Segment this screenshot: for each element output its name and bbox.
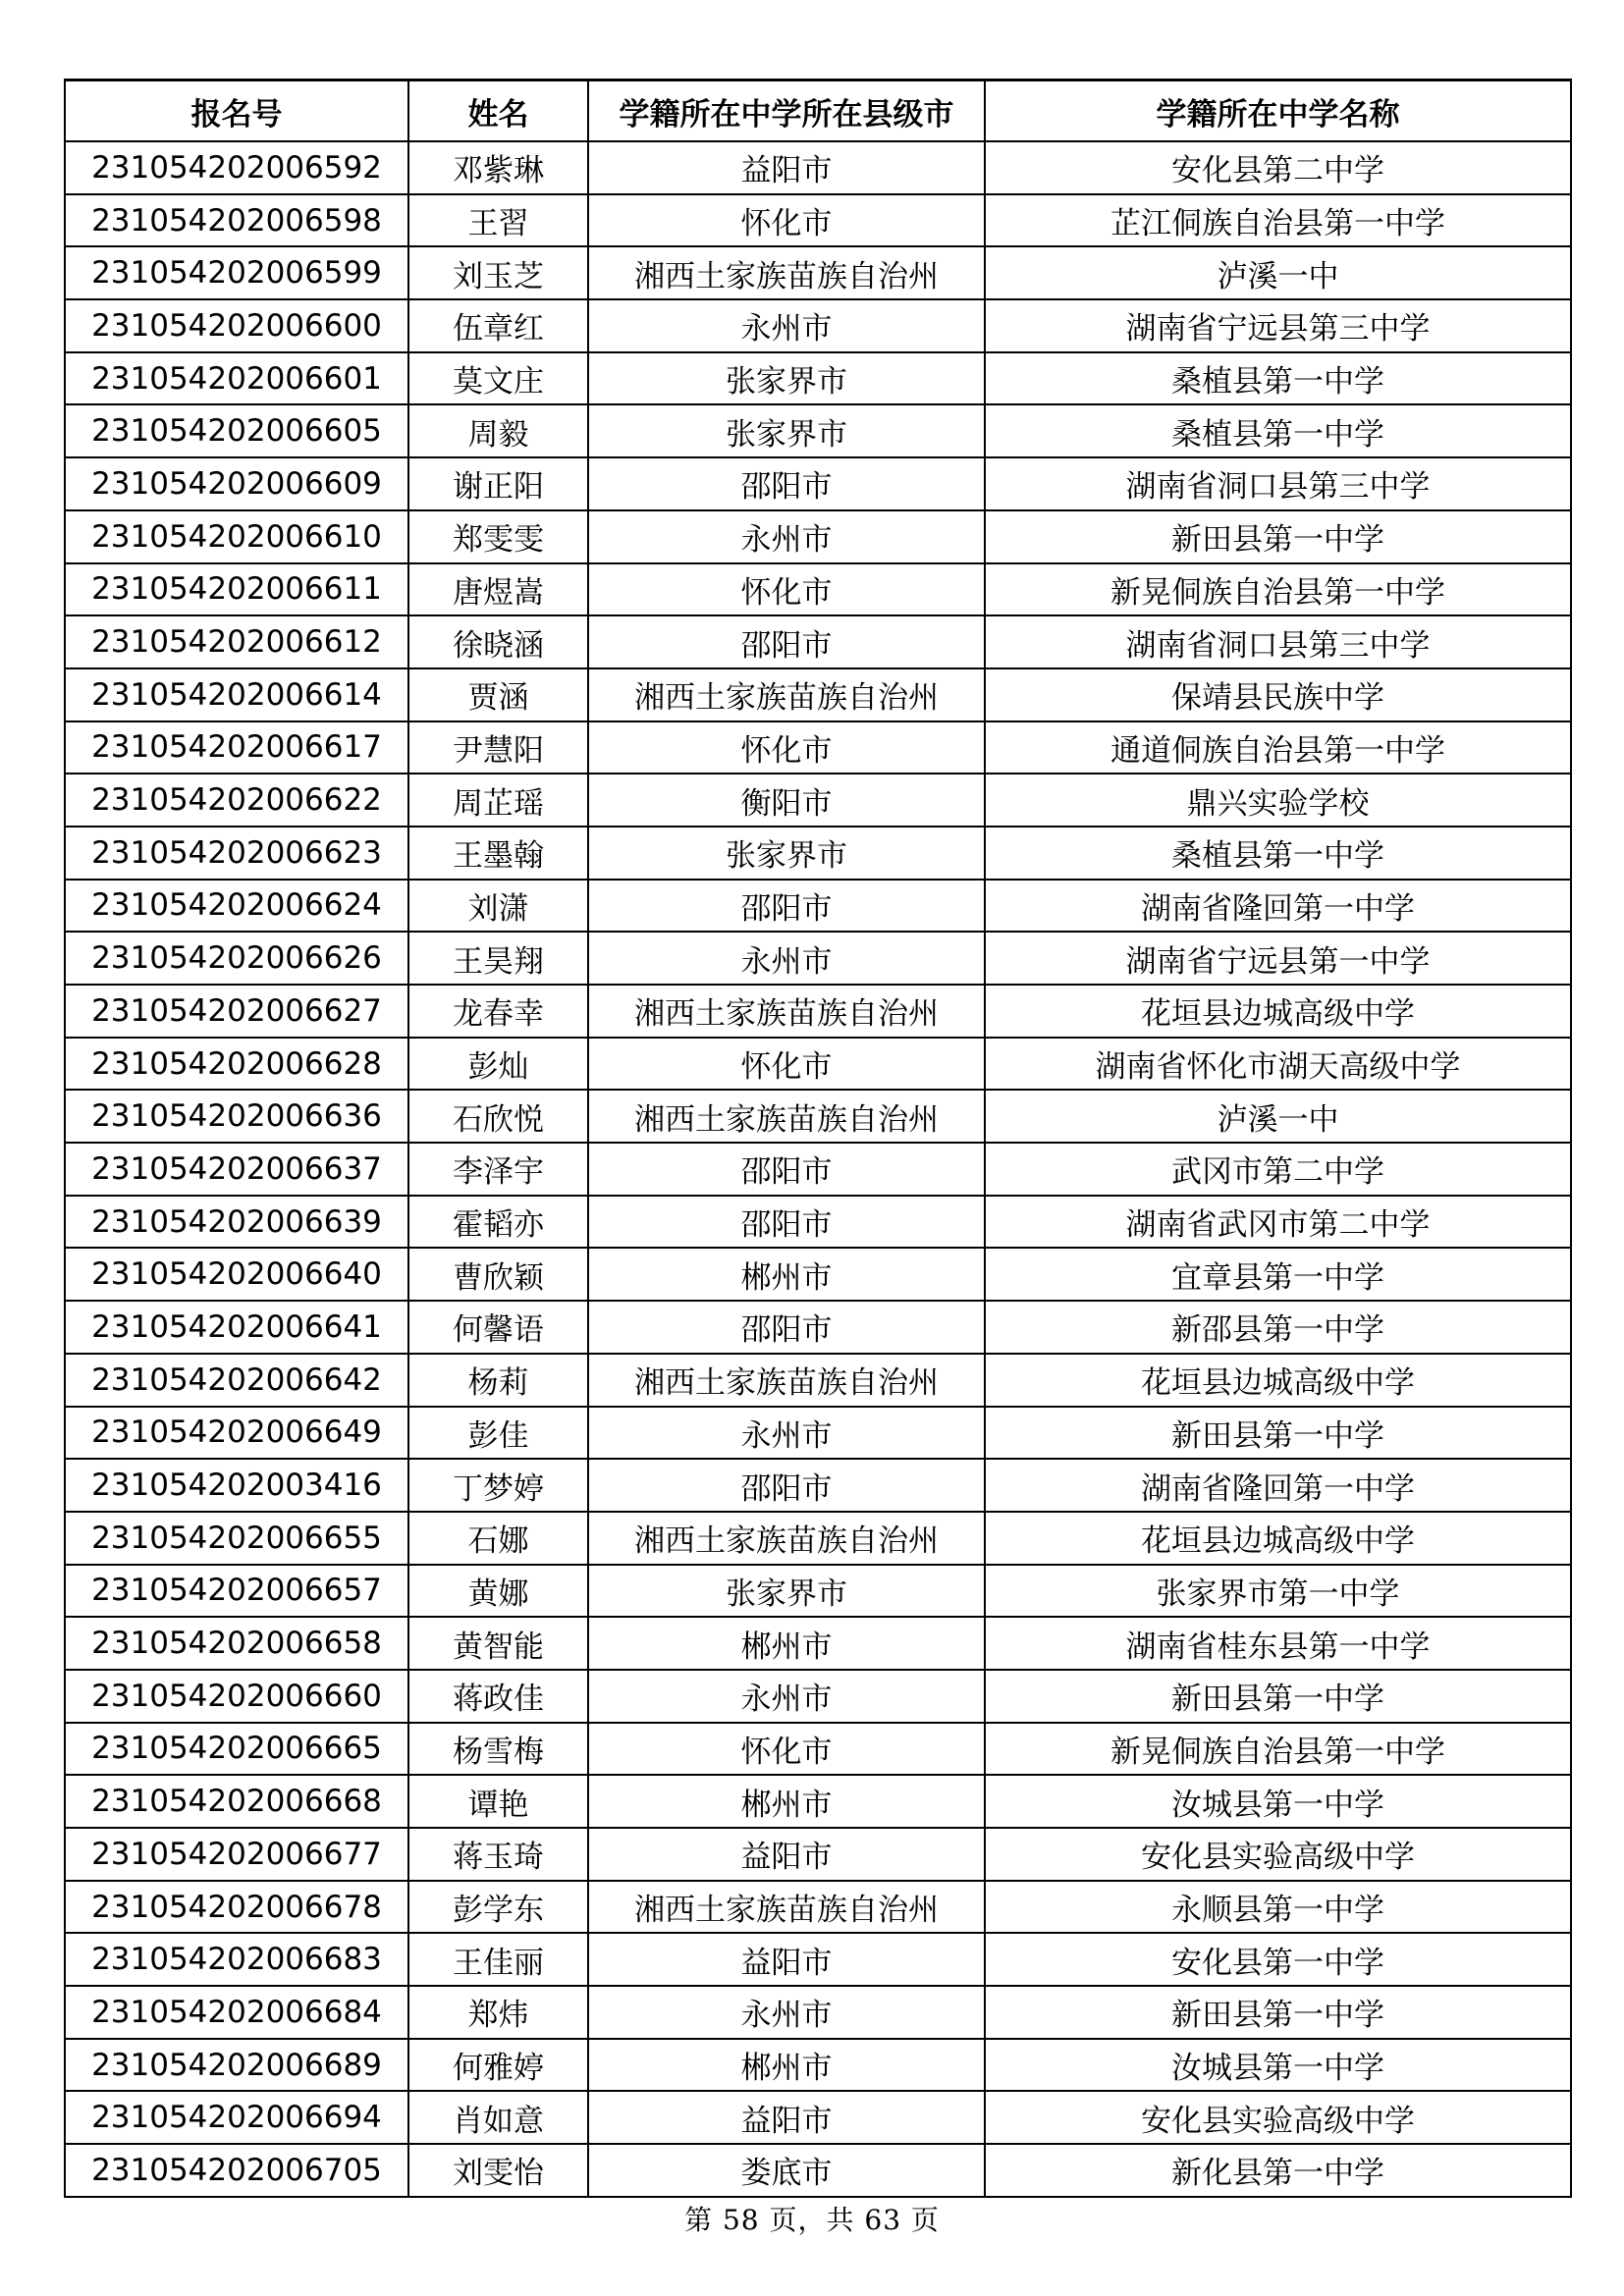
cell-registration-number: 231054202006614	[65, 668, 408, 721]
cell-registration-number: 231054202006617	[65, 721, 408, 774]
table-row	[65, 985, 1571, 1038]
table-row	[65, 1933, 1571, 1986]
cell-school-name: 泸溪一中	[985, 246, 1571, 299]
table-row	[65, 457, 1571, 510]
cell-registration-number: 231054202006649	[65, 1407, 408, 1460]
cell-name: 石欣悦	[408, 1090, 588, 1143]
table-row	[65, 1828, 1571, 1881]
cell-name: 谭艳	[408, 1775, 588, 1828]
table-row	[65, 2039, 1571, 2092]
cell-school-name: 桑植县第一中学	[985, 352, 1571, 405]
cell-registration-number: 231054202006640	[65, 1248, 408, 1301]
cell-school-name: 湖南省武冈市第二中学	[985, 1196, 1571, 1249]
cell-school-name: 新化县第一中学	[985, 2144, 1571, 2197]
cell-school-name: 湖南省宁远县第三中学	[985, 299, 1571, 352]
cell-school-name: 宜章县第一中学	[985, 1248, 1571, 1301]
table-row	[65, 721, 1571, 774]
cell-name: 周芷瑶	[408, 774, 588, 827]
cell-name: 郑炜	[408, 1986, 588, 2039]
cell-registration-number: 231054202006694	[65, 2091, 408, 2144]
cell-county-city: 怀化市	[588, 1038, 985, 1091]
cell-registration-number: 231054202006600	[65, 299, 408, 352]
cell-registration-number: 231054202006637	[65, 1143, 408, 1196]
cell-county-city: 湘西土家族苗族自治州	[588, 1881, 985, 1934]
cell-school-name: 安化县实验高级中学	[985, 1828, 1571, 1881]
cell-school-name: 花垣县边城高级中学	[985, 1354, 1571, 1407]
cell-registration-number: 231054202006655	[65, 1512, 408, 1565]
cell-name: 丁梦婷	[408, 1459, 588, 1512]
cell-county-city: 张家界市	[588, 352, 985, 405]
table-row	[65, 510, 1571, 563]
cell-name: 彭佳	[408, 1407, 588, 1460]
cell-school-name: 湖南省怀化市湖天高级中学	[985, 1038, 1571, 1091]
header-county-city: 学籍所在中学所在县级市	[588, 80, 985, 142]
table-row	[65, 141, 1571, 194]
cell-registration-number: 231054202006641	[65, 1301, 408, 1354]
cell-county-city: 益阳市	[588, 1933, 985, 1986]
cell-school-name: 新田县第一中学	[985, 510, 1571, 563]
cell-registration-number: 231054202006689	[65, 2039, 408, 2092]
cell-county-city: 益阳市	[588, 1828, 985, 1881]
cell-county-city: 邵阳市	[588, 457, 985, 510]
cell-name: 何雅婷	[408, 2039, 588, 2092]
cell-name: 霍韬亦	[408, 1196, 588, 1249]
cell-registration-number: 231054202006627	[65, 985, 408, 1038]
cell-county-city: 湘西土家族苗族自治州	[588, 1354, 985, 1407]
cell-registration-number: 231054202003416	[65, 1459, 408, 1512]
cell-school-name: 花垣县边城高级中学	[985, 1512, 1571, 1565]
header-school-name: 学籍所在中学名称	[985, 80, 1571, 142]
cell-school-name: 花垣县边城高级中学	[985, 985, 1571, 1038]
cell-county-city: 永州市	[588, 1670, 985, 1723]
cell-county-city: 怀化市	[588, 563, 985, 616]
cell-county-city: 永州市	[588, 1407, 985, 1460]
table-row	[65, 1723, 1571, 1776]
cell-county-city: 怀化市	[588, 1723, 985, 1776]
cell-school-name: 新邵县第一中学	[985, 1301, 1571, 1354]
table-row	[65, 1459, 1571, 1512]
cell-name: 邓紫琳	[408, 141, 588, 194]
header-name: 姓名	[408, 80, 588, 142]
table-row	[65, 1354, 1571, 1407]
table-row	[65, 1565, 1571, 1618]
table-row	[65, 615, 1571, 668]
cell-county-city: 邵阳市	[588, 1301, 985, 1354]
table-row	[65, 1512, 1571, 1565]
cell-county-city: 邵阳市	[588, 1459, 985, 1512]
cell-school-name: 湖南省桂东县第一中学	[985, 1617, 1571, 1670]
table-row	[65, 668, 1571, 721]
cell-county-city: 湘西土家族苗族自治州	[588, 668, 985, 721]
table-row	[65, 1617, 1571, 1670]
cell-county-city: 湘西土家族苗族自治州	[588, 1512, 985, 1565]
table-row	[65, 1986, 1571, 2039]
cell-name: 龙春幸	[408, 985, 588, 1038]
table-row	[65, 1775, 1571, 1828]
cell-name: 唐煜嵩	[408, 563, 588, 616]
cell-registration-number: 231054202006609	[65, 457, 408, 510]
cell-registration-number: 231054202006612	[65, 615, 408, 668]
cell-county-city: 邵阳市	[588, 615, 985, 668]
table-row	[65, 932, 1571, 985]
cell-county-city: 郴州市	[588, 2039, 985, 2092]
cell-county-city: 张家界市	[588, 827, 985, 880]
table-row	[65, 246, 1571, 299]
table-row	[65, 352, 1571, 405]
cell-name: 莫文庄	[408, 352, 588, 405]
table-row	[65, 1248, 1571, 1301]
cell-registration-number: 231054202006705	[65, 2144, 408, 2197]
cell-name: 肖如意	[408, 2091, 588, 2144]
cell-registration-number: 231054202006657	[65, 1565, 408, 1618]
cell-county-city: 益阳市	[588, 2091, 985, 2144]
cell-registration-number: 231054202006605	[65, 404, 408, 457]
table-header-row	[65, 80, 1571, 142]
cell-county-city: 永州市	[588, 510, 985, 563]
cell-school-name: 桑植县第一中学	[985, 827, 1571, 880]
cell-school-name: 桑植县第一中学	[985, 404, 1571, 457]
table-row	[65, 1143, 1571, 1196]
cell-county-city: 湘西土家族苗族自治州	[588, 985, 985, 1038]
cell-county-city: 湘西土家族苗族自治州	[588, 246, 985, 299]
cell-registration-number: 231054202006636	[65, 1090, 408, 1143]
cell-registration-number: 231054202006592	[65, 141, 408, 194]
cell-county-city: 湘西土家族苗族自治州	[588, 1090, 985, 1143]
cell-school-name: 新田县第一中学	[985, 1407, 1571, 1460]
cell-name: 蒋玉琦	[408, 1828, 588, 1881]
cell-school-name: 通道侗族自治县第一中学	[985, 721, 1571, 774]
table-row	[65, 1301, 1571, 1354]
cell-school-name: 武冈市第二中学	[985, 1143, 1571, 1196]
cell-school-name: 永顺县第一中学	[985, 1881, 1571, 1934]
table-row	[65, 299, 1571, 352]
cell-county-city: 张家界市	[588, 404, 985, 457]
cell-name: 贾涵	[408, 668, 588, 721]
cell-name: 刘玉芝	[408, 246, 588, 299]
table-row	[65, 194, 1571, 247]
cell-county-city: 郴州市	[588, 1775, 985, 1828]
cell-school-name: 鼎兴实验学校	[985, 774, 1571, 827]
cell-school-name: 湖南省隆回第一中学	[985, 880, 1571, 933]
table-row	[65, 1670, 1571, 1723]
cell-name: 伍章红	[408, 299, 588, 352]
cell-registration-number: 231054202006683	[65, 1933, 408, 1986]
cell-registration-number: 231054202006628	[65, 1038, 408, 1091]
cell-registration-number: 231054202006598	[65, 194, 408, 247]
cell-registration-number: 231054202006622	[65, 774, 408, 827]
cell-name: 彭学东	[408, 1881, 588, 1934]
cell-school-name: 新晃侗族自治县第一中学	[985, 1723, 1571, 1776]
table-row	[65, 774, 1571, 827]
cell-school-name: 新田县第一中学	[985, 1670, 1571, 1723]
cell-school-name: 湖南省隆回第一中学	[985, 1459, 1571, 1512]
cell-registration-number: 231054202006623	[65, 827, 408, 880]
cell-county-city: 衡阳市	[588, 774, 985, 827]
cell-county-city: 邵阳市	[588, 1143, 985, 1196]
cell-school-name: 汝城县第一中学	[985, 1775, 1571, 1828]
cell-name: 刘潇	[408, 880, 588, 933]
cell-registration-number: 231054202006678	[65, 1881, 408, 1934]
table-row	[65, 1196, 1571, 1249]
table-row	[65, 2144, 1571, 2197]
cell-registration-number: 231054202006611	[65, 563, 408, 616]
table-row	[65, 1881, 1571, 1934]
cell-school-name: 汝城县第一中学	[985, 2039, 1571, 2092]
header-registration-number: 报名号	[65, 80, 408, 142]
cell-registration-number: 231054202006684	[65, 1986, 408, 2039]
cell-name: 石娜	[408, 1512, 588, 1565]
cell-registration-number: 231054202006610	[65, 510, 408, 563]
table-row	[65, 1038, 1571, 1091]
cell-name: 曹欣颖	[408, 1248, 588, 1301]
cell-name: 尹慧阳	[408, 721, 588, 774]
table-body	[65, 141, 1571, 2197]
cell-registration-number: 231054202006665	[65, 1723, 408, 1776]
cell-name: 杨莉	[408, 1354, 588, 1407]
cell-county-city: 怀化市	[588, 194, 985, 247]
cell-registration-number: 231054202006677	[65, 1828, 408, 1881]
cell-school-name: 新田县第一中学	[985, 1986, 1571, 2039]
cell-registration-number: 231054202006658	[65, 1617, 408, 1670]
cell-school-name: 安化县第二中学	[985, 141, 1571, 194]
cell-name: 何馨语	[408, 1301, 588, 1354]
page-number-footer: 第 58 页，共 63 页	[684, 2204, 940, 2236]
cell-county-city: 永州市	[588, 932, 985, 985]
cell-county-city: 怀化市	[588, 721, 985, 774]
cell-school-name: 张家界市第一中学	[985, 1565, 1571, 1618]
cell-name: 谢正阳	[408, 457, 588, 510]
table-row	[65, 2091, 1571, 2144]
table-row	[65, 880, 1571, 933]
cell-county-city: 郴州市	[588, 1617, 985, 1670]
table-row	[65, 404, 1571, 457]
cell-name: 杨雪梅	[408, 1723, 588, 1776]
cell-school-name: 保靖县民族中学	[985, 668, 1571, 721]
cell-name: 王習	[408, 194, 588, 247]
cell-name: 李泽宇	[408, 1143, 588, 1196]
cell-registration-number: 231054202006668	[65, 1775, 408, 1828]
cell-registration-number: 231054202006639	[65, 1196, 408, 1249]
cell-county-city: 永州市	[588, 1986, 985, 2039]
cell-name: 黄娜	[408, 1565, 588, 1618]
cell-school-name: 安化县第一中学	[985, 1933, 1571, 1986]
cell-county-city: 娄底市	[588, 2144, 985, 2197]
cell-county-city: 益阳市	[588, 141, 985, 194]
cell-school-name: 芷江侗族自治县第一中学	[985, 194, 1571, 247]
table-row	[65, 1090, 1571, 1143]
cell-name: 王佳丽	[408, 1933, 588, 1986]
cell-name: 黄智能	[408, 1617, 588, 1670]
cell-name: 彭灿	[408, 1038, 588, 1091]
cell-registration-number: 231054202006624	[65, 880, 408, 933]
cell-registration-number: 231054202006626	[65, 932, 408, 985]
cell-school-name: 湖南省洞口县第三中学	[985, 615, 1571, 668]
cell-name: 王昊翔	[408, 932, 588, 985]
cell-name: 周毅	[408, 404, 588, 457]
cell-school-name: 湖南省宁远县第一中学	[985, 932, 1571, 985]
cell-school-name: 安化县实验高级中学	[985, 2091, 1571, 2144]
cell-school-name: 湖南省洞口县第三中学	[985, 457, 1571, 510]
cell-school-name: 新晃侗族自治县第一中学	[985, 563, 1571, 616]
cell-county-city: 张家界市	[588, 1565, 985, 1618]
cell-name: 蒋政佳	[408, 1670, 588, 1723]
cell-county-city: 郴州市	[588, 1248, 985, 1301]
cell-county-city: 邵阳市	[588, 1196, 985, 1249]
cell-county-city: 邵阳市	[588, 880, 985, 933]
cell-registration-number: 231054202006601	[65, 352, 408, 405]
cell-name: 郑雯雯	[408, 510, 588, 563]
cell-name: 徐晓涵	[408, 615, 588, 668]
table-row	[65, 563, 1571, 616]
cell-registration-number: 231054202006660	[65, 1670, 408, 1723]
admission-roster-table	[64, 79, 1572, 2198]
cell-registration-number: 231054202006599	[65, 246, 408, 299]
cell-school-name: 泸溪一中	[985, 1090, 1571, 1143]
cell-name: 王墨翰	[408, 827, 588, 880]
table-row	[65, 827, 1571, 880]
cell-name: 刘雯怡	[408, 2144, 588, 2197]
table-row	[65, 1407, 1571, 1460]
cell-registration-number: 231054202006642	[65, 1354, 408, 1407]
cell-county-city: 永州市	[588, 299, 985, 352]
